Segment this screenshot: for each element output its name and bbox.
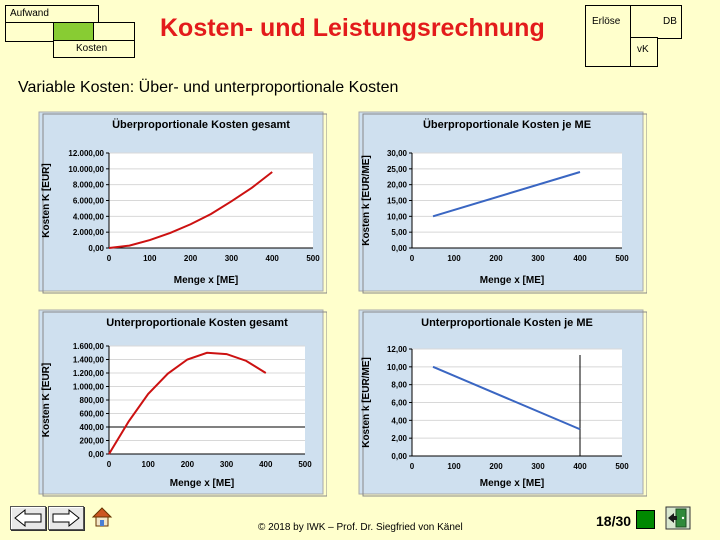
chart-ueber-je-me-ytick-label: 25,00 [386, 164, 407, 174]
chart-ueber-je-me-ytick-label: 20,00 [386, 180, 407, 190]
chart-ueber-je-me-xtick-label: 200 [489, 254, 503, 263]
chart-unter-gesamt-ytick-label: 1.000,00 [72, 382, 104, 392]
nav-erloese-label: Erlöse [592, 16, 621, 27]
chart-unter-gesamt-xtick-label: 500 [298, 460, 312, 469]
nav-erloese[interactable] [585, 5, 631, 67]
chart-unter-gesamt-xtick-label: 0 [106, 460, 112, 469]
chart-unter-je-me-ytick-label: 8,00 [391, 380, 407, 390]
chart-ueber-je-me [357, 110, 647, 295]
chart-unter-gesamt-xtick-label: 300 [219, 460, 234, 469]
chart-unter-je-me-ylabel: Kosten k [EUR/ME] [361, 357, 372, 448]
chart-ueber-gesamt-ytick-label: 8.000,00 [72, 180, 104, 190]
chart-ueber-je-me-xtick-label: 100 [447, 254, 461, 263]
chart-ueber-gesamt-xlabel: Menge x [ME] [173, 275, 239, 286]
chart-unter-je-me-ytick-label: 6,00 [391, 398, 407, 408]
home-icon [90, 505, 114, 529]
section-subtitle: Variable Kosten: Über- und unterproportionale Kosten [18, 79, 399, 96]
chart-unter-gesamt-svg [37, 308, 327, 498]
home-button[interactable] [90, 505, 114, 529]
chart-ueber-je-me-ytick-label: 30,00 [386, 149, 407, 158]
chart-ueber-je-me-ytick-label: 5,00 [391, 228, 407, 238]
chart-unter-gesamt-title: Unterproportionale Kosten gesamt [106, 317, 288, 329]
nav-kosten-label: Kosten [76, 43, 108, 54]
chart-unter-gesamt-ytick-label: 200,00 [79, 436, 104, 446]
exit-door-icon [664, 505, 692, 531]
chart-unter-gesamt-xtick-label: 400 [259, 460, 273, 469]
nav-color-grid [5, 22, 135, 40]
chart-ueber-gesamt-ytick-label: 6.000,00 [72, 196, 104, 206]
chart-ueber-gesamt-svg [37, 110, 327, 295]
chart-ueber-gesamt-ylabel: Kosten K [EUR] [41, 163, 52, 238]
chart-ueber-je-me-xtick-label: 500 [615, 254, 629, 263]
chart-unter-je-me-xtick-label: 500 [615, 462, 629, 471]
green-square-button[interactable] [636, 510, 655, 529]
chart-unter-gesamt-ytick-label: 1.200,00 [72, 369, 104, 378]
chart-unter-gesamt-ytick-label: 1.400,00 [72, 355, 104, 365]
nav-db-label: DB [663, 16, 677, 27]
chart-unter-je-me-title: Unterproportionale Kosten je ME [421, 317, 593, 329]
copyright-footer: © 2018 by IWK – Prof. Dr. Siegfried von Känel [258, 522, 463, 533]
chart-unter-gesamt-ytick-label: 400,00 [79, 423, 104, 432]
chart-ueber-je-me-svg [357, 110, 647, 295]
chart-ueber-je-me-xtick-label: 300 [531, 254, 545, 263]
chart-unter-gesamt-xtick-label: 100 [141, 460, 155, 469]
chart-ueber-gesamt-xtick-label: 300 [224, 254, 239, 263]
chart-unter-gesamt-ytick-label: 0,00 [88, 450, 104, 459]
nav-aufwand-label: Aufwand [10, 8, 49, 19]
exit-button[interactable] [664, 505, 692, 531]
chart-ueber-je-me-title: Überproportionale Kosten je ME [422, 119, 592, 131]
nav-aufwand[interactable] [5, 5, 99, 23]
chart-unter-gesamt-ylabel: Kosten K [EUR] [41, 362, 52, 438]
chart-ueber-gesamt-xtick-label: 100 [143, 254, 157, 263]
chart-ueber-gesamt-xtick-label: 200 [183, 254, 198, 263]
nav-db[interactable] [630, 5, 682, 39]
chart-unter-gesamt-xtick-label: 200 [180, 460, 195, 469]
chart-ueber-gesamt-ytick-label: 12.000,00 [68, 149, 104, 158]
chart-ueber-gesamt-ytick-label: 4.000,00 [72, 212, 104, 222]
chart-unter-je-me-ytick-label: 0,00 [391, 452, 407, 461]
nav-vk-label: vK [637, 44, 649, 55]
chart-ueber-gesamt [37, 110, 327, 295]
chart-ueber-gesamt-xtick-label: 0 [106, 254, 112, 263]
chart-ueber-je-me-xtick-label: 400 [573, 254, 587, 263]
chart-unter-je-me-ytick-label: 10,00 [386, 362, 407, 372]
chart-unter-gesamt-xlabel: Menge x [ME] [169, 478, 235, 489]
back-button[interactable] [10, 506, 46, 530]
chart-unter-je-me-ytick-label: 4,00 [391, 416, 407, 426]
chart-unter-je-me-ytick-label: 12,00 [386, 345, 407, 354]
chart-ueber-gesamt-xtick-label: 500 [306, 254, 320, 263]
arrow-left-icon [11, 507, 45, 529]
chart-unter-gesamt [37, 308, 327, 498]
chart-unter-gesamt-ytick-label: 1.600,00 [72, 342, 104, 351]
chart-ueber-gesamt-ytick-label: 10.000,00 [68, 164, 104, 174]
chart-unter-je-me-xlabel: Menge x [ME] [479, 478, 545, 489]
chart-unter-gesamt-ytick-label: 600,00 [79, 409, 104, 419]
chart-ueber-je-me-ytick-label: 0,00 [391, 244, 407, 253]
nav-vk[interactable] [630, 37, 658, 67]
chart-ueber-je-me-ytick-label: 10,00 [386, 212, 407, 222]
page-indicator: 18/30 [596, 513, 632, 529]
chart-ueber-gesamt-xtick-label: 400 [265, 254, 279, 263]
forward-button[interactable] [48, 506, 84, 530]
chart-unter-je-me-xtick-label: 300 [531, 462, 545, 471]
chart-unter-gesamt-ytick-label: 800,00 [79, 396, 104, 405]
chart-ueber-je-me-ytick-label: 15,00 [386, 196, 407, 206]
chart-unter-je-me-svg [357, 308, 647, 498]
chart-ueber-gesamt-ytick-label: 2.000,00 [72, 228, 104, 238]
chart-ueber-gesamt-ytick-label: 0,00 [88, 244, 104, 253]
chart-unter-je-me-xtick-label: 0 [409, 462, 415, 471]
chart-unter-je-me-ytick-label: 2,00 [391, 434, 407, 444]
arrow-right-icon [49, 507, 83, 529]
chart-ueber-je-me-ylabel: Kosten k [EUR/ME] [361, 155, 372, 246]
chart-ueber-je-me-xlabel: Menge x [ME] [479, 275, 545, 286]
page-title: Kosten- und Leistungsrechnung [160, 14, 545, 42]
chart-unter-je-me [357, 308, 647, 498]
chart-ueber-je-me-xtick-label: 0 [409, 254, 415, 263]
nav-kosten[interactable] [53, 40, 135, 58]
chart-unter-je-me-xtick-label: 100 [447, 462, 461, 471]
chart-ueber-gesamt-title: Überproportionale Kosten gesamt [112, 119, 290, 131]
chart-unter-je-me-xtick-label: 400 [573, 462, 587, 471]
chart-unter-je-me-xtick-label: 200 [489, 462, 503, 471]
